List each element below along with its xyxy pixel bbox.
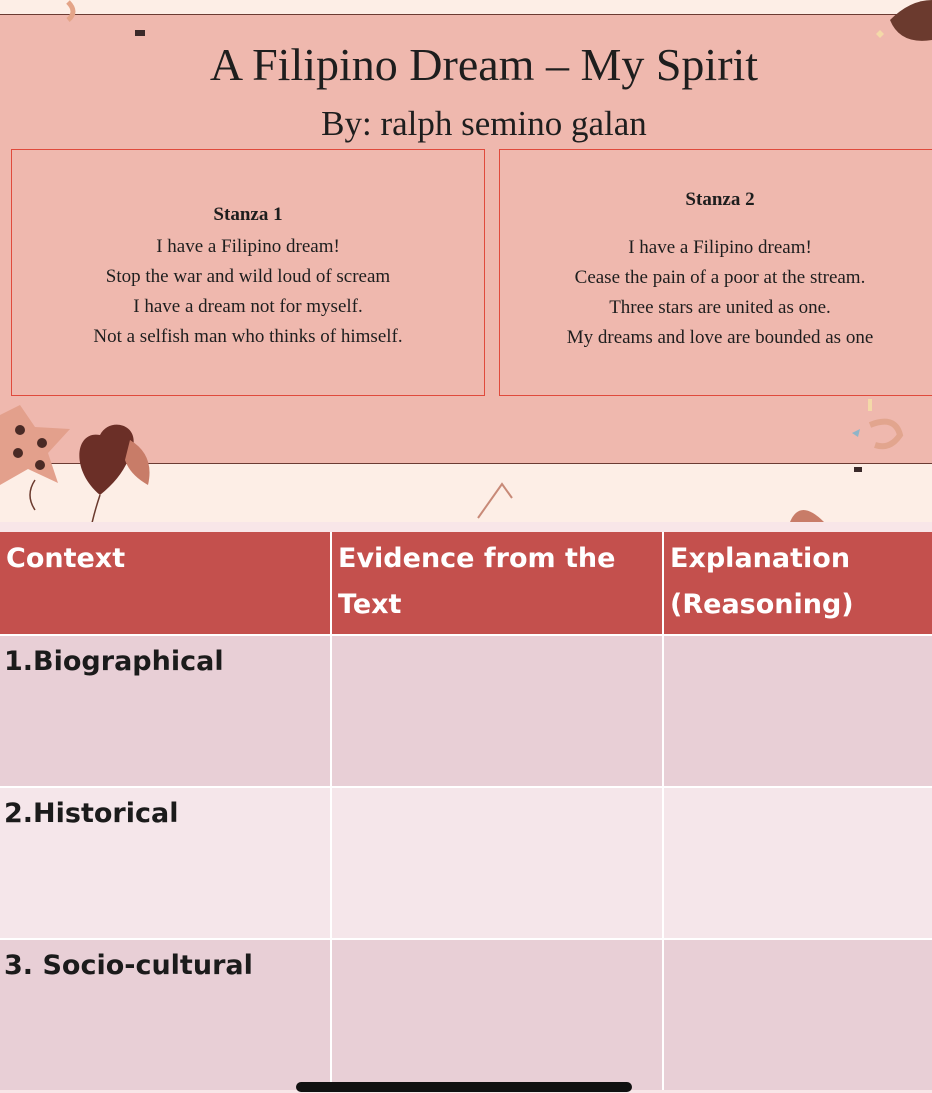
table-row [0, 636, 932, 788]
stanza-1-box [11, 149, 485, 396]
header-explanation: Explanation (Reasoning) [662, 532, 932, 634]
table-row [0, 940, 932, 1090]
stanza-1-line-2: Stop the war and wild loud of scream [105, 266, 391, 287]
context-cell-biographical: 1.Biographical [4, 646, 224, 677]
stanza-1-line-3: I have a dream not for myself. [133, 296, 363, 317]
header-evidence: Evidence from the Text [330, 532, 662, 634]
stanza-1-line-1: I have a Filipino dream! [156, 236, 340, 257]
context-analysis-table [0, 532, 932, 1090]
header-context: Context [6, 543, 126, 574]
home-indicator[interactable] [296, 1082, 632, 1092]
table-header-row [0, 532, 932, 636]
heart-balloon-icon [70, 415, 160, 522]
poem-title: A Filipino Dream – My Spirit [209, 39, 759, 90]
stanza-2-line-3: Three stars are united as one. [609, 297, 831, 318]
stanza-2-line-4: My dreams and love are bounded as one [566, 327, 874, 348]
evidence-cell-historical[interactable] [330, 788, 662, 938]
evidence-cell-socio-cultural[interactable] [330, 940, 662, 1090]
poem-slide [0, 0, 932, 522]
star-balloon-icon [0, 405, 80, 515]
confetti-icon [840, 395, 932, 485]
stanza-1-heading: Stanza 1 [213, 204, 283, 225]
table-row [0, 788, 932, 940]
explanation-cell-biographical[interactable] [662, 636, 932, 786]
evidence-cell-biographical[interactable] [330, 636, 662, 786]
explanation-cell-socio-cultural[interactable] [662, 940, 932, 1090]
stanza-2-box [499, 149, 932, 396]
explanation-cell-historical[interactable] [662, 788, 932, 938]
poem-author: By: ralph semino galan [321, 104, 647, 143]
context-cell-historical: 2.Historical [4, 798, 179, 829]
confetti-icon [470, 478, 530, 522]
stanza-1-line-4: Not a selfish man who thinks of himself. [93, 326, 403, 347]
leaf-icon [790, 498, 840, 522]
confetti-icon [40, 0, 160, 40]
stanza-2-line-1: I have a Filipino dream! [628, 237, 812, 258]
stanza-2-line-2: Cease the pain of a poor at the stream. [574, 267, 866, 288]
stanza-2-heading: Stanza 2 [685, 189, 755, 210]
context-cell-socio-cultural: 3. Socio-cultural [4, 950, 253, 981]
